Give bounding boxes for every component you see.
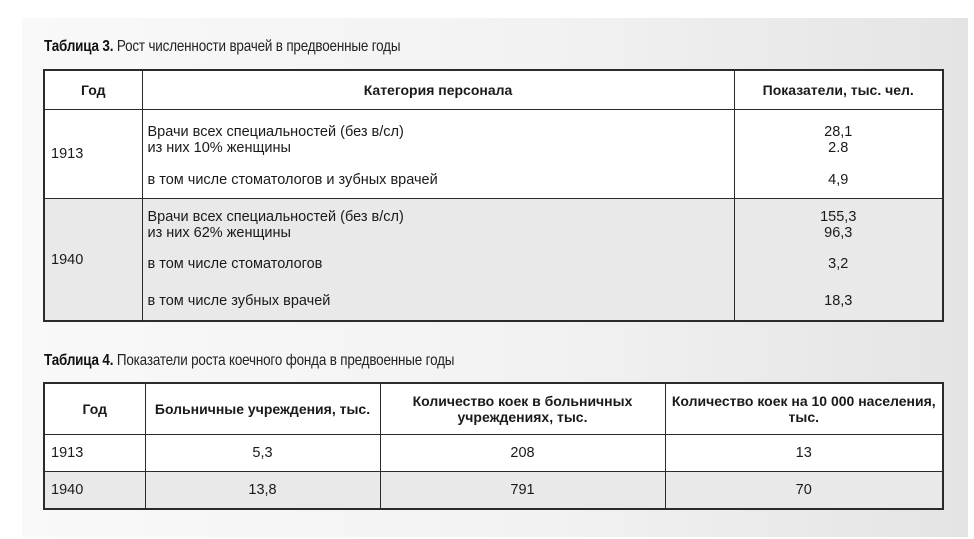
category-line: Врачи всех специальностей (без в/сл)	[147, 124, 404, 140]
table3-caption	[44, 38, 400, 56]
category-line: из них 62% женщины	[147, 225, 291, 241]
table4-header-institutions: Больничные учреждения, тыс.	[145, 383, 380, 435]
table3-value	[734, 110, 943, 163]
table4-institutions: 13,8	[145, 472, 380, 510]
table3-caption-text: Рост численности врачей в предвоенные годы	[116, 38, 401, 55]
table4-caption-text: Показатели роста коечного фонда в предвоенные годы	[116, 352, 455, 369]
table-row	[44, 199, 943, 247]
table3-value	[734, 199, 943, 247]
table3-value: 18,3	[734, 282, 943, 321]
table3-category	[142, 110, 734, 163]
table4-caption-label: Таблица 4.	[44, 352, 114, 369]
table3-header-year: Год	[44, 70, 142, 110]
table4-year: 1940	[44, 472, 145, 510]
table3-year-1913: 1913	[44, 110, 142, 199]
value-line: 2.8	[828, 140, 849, 156]
table4-beds-per-10000: 70	[665, 472, 943, 510]
table4-beds: 791	[380, 472, 665, 510]
table3-header-values: Показатели, тыс. чел.	[734, 70, 943, 110]
table4-header-row	[44, 383, 943, 435]
table3-header-row	[44, 70, 943, 110]
table-row	[44, 246, 943, 282]
table-row	[44, 282, 943, 321]
table3-category: в том числе зубных врачей	[142, 282, 734, 321]
table4-institutions: 5,3	[145, 435, 380, 472]
table-row	[44, 472, 943, 510]
table4-beds-per-10000: 13	[665, 435, 943, 472]
table-row	[44, 110, 943, 163]
table3-year-1940: 1940	[44, 199, 142, 322]
table3-header-category: Категория персонала	[142, 70, 734, 110]
table3-value: 3,2	[734, 246, 943, 282]
table3-category	[142, 199, 734, 247]
table3-value: 4,9	[734, 162, 943, 199]
table3-caption-label: Таблица 3.	[44, 38, 114, 55]
category-line: Врачи всех специальностей (без в/сл)	[147, 209, 404, 225]
table4-caption	[44, 352, 454, 370]
value-line: 28,1	[824, 124, 853, 140]
table4-header-beds: Количество коек в больничных учреждениях, тыс.	[380, 383, 665, 435]
table-row	[44, 162, 943, 199]
category-line: из них 10% женщины	[147, 140, 291, 156]
value-line: 96,3	[824, 225, 853, 241]
table3-physicians	[43, 69, 944, 322]
table4-beds: 208	[380, 435, 665, 472]
table3-category: в том числе стоматологов и зубных врачей	[142, 162, 734, 199]
table4-header-year: Год	[44, 383, 145, 435]
table4-year: 1913	[44, 435, 145, 472]
value-line: 155,3	[820, 209, 857, 225]
table4-hospital-beds	[43, 382, 944, 510]
table3-category: в том числе стоматологов	[142, 246, 734, 282]
table4-header-beds-per-10000: Количество коек на 10 000 населения, тыс.	[665, 383, 943, 435]
table-row	[44, 435, 943, 472]
